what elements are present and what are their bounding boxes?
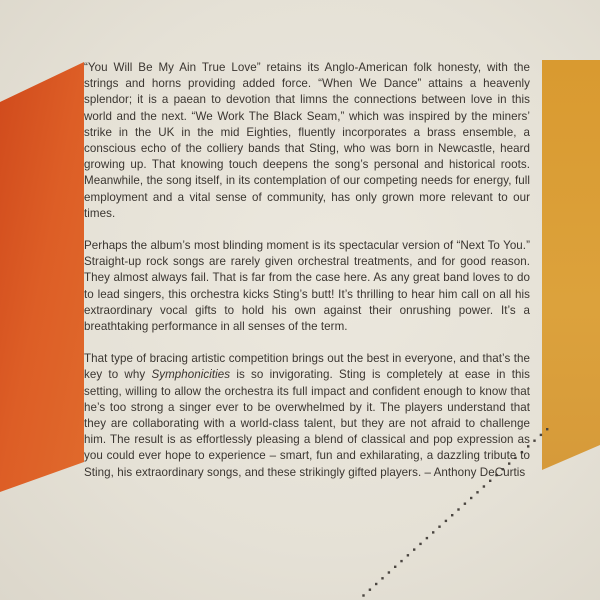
- dot: [426, 537, 428, 539]
- dot: [432, 531, 434, 533]
- gold-shape: [542, 60, 600, 470]
- dot: [381, 577, 383, 579]
- dot: [438, 526, 440, 528]
- dot: [369, 589, 371, 591]
- dot: [451, 514, 453, 516]
- dot: [540, 434, 542, 436]
- dot: [362, 594, 364, 596]
- dot: [464, 503, 466, 505]
- dot: [546, 428, 548, 430]
- dot: [419, 543, 421, 545]
- dot: [470, 497, 472, 499]
- paragraph-3: [84, 351, 530, 481]
- dot: [533, 440, 535, 442]
- dot: [457, 508, 459, 510]
- dot: [400, 560, 402, 562]
- album-title: Symphonicities: [151, 368, 231, 382]
- paragraph-3-start: That type of bracing artistic competition brings out the best in everyone, and that’s the key to why: [84, 352, 530, 382]
- dot: [388, 571, 390, 573]
- paragraph-1: “You Will Be My Ain True Love” retains its Anglo-American folk honesty, with the strings and horns providing added force. “When We Dance” attains a heavenly splendor; it is a paean to devotion that limns the connections between love in this world and the next. “We Work The Black Seam,” which was inspired by the miners’ strike in the UK in the mid Eighties, fluently incorporates a brass ensemble, a conscious echo of the colliery bands that Sting, who was born in Newcastle, heard growing up. That knowing touch deepens the song’s personal and historical roots. Meanwhile, the song itself, in its contemplation of our competing needs for energy, full employment and a vital sense of community, has only grown more relevant to our times.: [84, 61, 530, 220]
- article: [84, 60, 530, 497]
- dot: [394, 566, 396, 568]
- dot: [445, 520, 447, 522]
- orange-shape: [0, 62, 84, 492]
- dot: [375, 583, 377, 585]
- paragraph-2: Perhaps the album’s most blinding moment is its spectacular version of “Next To You.” Straight-up rock songs are rarely given orchestral treatments, and for good reason. They almost always fail. That is far from the case here. As any great band loves to do to lead singers, this orchestra kicks Sting’s butt! It’s thrilling to hear him call on all his extraordinary vocal gifts to hold his own against their onrushing power. It’s a breathtaking performance in all senses of the term.: [84, 239, 530, 334]
- dot: [407, 554, 409, 556]
- paragraph-3-end: is so invigorating. Sting is completely at ease in this setting, willing to allow the orchestra its full impact and confident enough to know that he’s too strong a singer ever to be overwhelmed by it. The players understand that they are collaborating with a world-class talent, but they are not afraid to challenge him. The result is as effortlessly pleasing a blend of classical and pop expression as you could ever hope to experience – smart, fun and exhilarating, a dazzling tribute to Sting, his extraordinary songs, and these strikingly gifted players. – Anthony DeCurtis: [84, 368, 530, 479]
- dot: [413, 548, 415, 550]
